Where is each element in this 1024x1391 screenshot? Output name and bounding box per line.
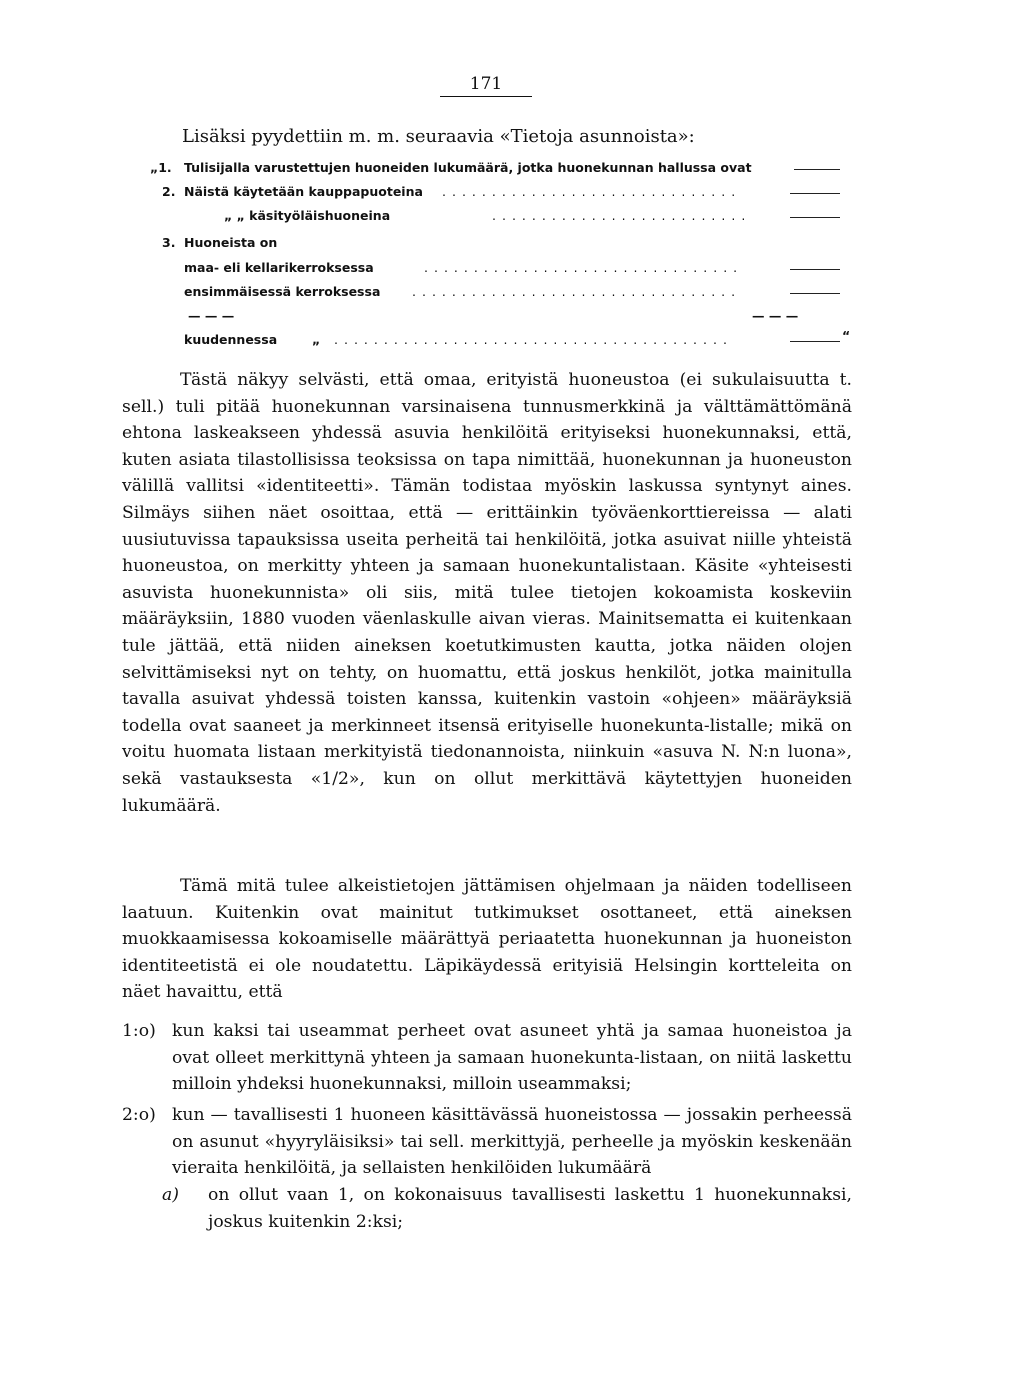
- survey-row-ellipsis: [162, 308, 852, 326]
- survey-row-3b: [162, 284, 852, 302]
- answer-blank: [794, 169, 840, 170]
- dot-leader: ........................................: [334, 332, 733, 347]
- list-item-2: [122, 1102, 852, 1182]
- list-item-text: kun kaksi tai useammat perheet ovat asuneet yhtä ja samaa huoneistoa ja ovat olleet merkittynä yhteen ja samaan huonekunta-listaan, on niitä laskettu milloin yhdeksi huonekunnaksi, milloin useammaksi;: [172, 1021, 852, 1095]
- survey-row-number: „1.: [150, 160, 172, 175]
- survey-row-number: 3.: [162, 235, 176, 250]
- list-marker: 2:o): [122, 1105, 156, 1125]
- paragraph-1: Tästä näkyy selvästi, että omaa, erityistä huoneustoa (ei sukulaisuutta t. sell.) tuli pitää huonekunnan varsinaisena tunnusmerkkinä ja välttämättömänä ehtona laskeakseen yhdessä asuvia henkilöitä erityiseksi huonekunnaksi, että, kuten asiata tilastollisissa teoksissa on tapa nimittää, huonekunnan ja huoneuston välillä vallitsi «identiteetti». Tämän todistaa myöskin laskussa syntynyt aines. Silmäys siihen näet osoittaa, että — erittäinkin työväenkorttiereissa — alati uusiutuvissa tapauksissa useita perheitä tai henkilöitä, jotka asuivat niille yhteistä huoneustoa, on merkitty yhteen ja samaan huonekuntalistaan. Käsite «yhteisesti asuvista huonekunnista» oli siis, mitä tulee tietojen kokoamista koskeviin määräyksiin, 1880 vuoden väenlaskulle aivan vieras. Mainitsematta ei kuitenkaan tule jättää, että niiden aineksen koetutkimusten kautta, jotka näiden olojen selvittämiseksi nyt on tehty, on huomattu, että joskus henkilöt, jotka mainitulla tavalla asuivat yhdessä toisten kanssa, kuitenkin vastoin «ohjeen» määräyksiä todella ovat saaneet ja merkinneet itsensä erityiselle huonekunta-listalle; mikä on voitu huomata listaan merkityistä tiedonannoista, niinkuin «asuva N. N:n luona», sekä vastauksesta «1/2», kun on ollut merkittävä käytettyjen huoneiden lukumäärä.: [122, 370, 852, 816]
- answer-blank: [790, 293, 840, 294]
- paragraph-2: Tämä mitä tulee alkeistietojen jättämisen ohjelmaan ja näiden todelliseen laatuun. Kuitenkin ovat mainitut tutkimukset osottaneet, että aineksen muokkaamisessa kokoamiselle määrättyä periaatetta huonekunnan ja huoneiston identiteetistä ei ole noudatettu. Läpikäydessä erityisiä Helsingin kortteleita on näet havaittu, että: [122, 876, 852, 1003]
- answer-blank: [790, 269, 840, 270]
- dot-leader: ..............................: [442, 184, 742, 199]
- dot-leader: .................................: [412, 284, 742, 299]
- survey-row-label: maa- eli kellarikerroksessa: [184, 260, 374, 275]
- survey-row-label: Näistä käytetään kauppapuoteina: [184, 184, 423, 199]
- dot-leader: ..........................: [492, 208, 752, 223]
- answer-blank: [790, 341, 840, 342]
- ditto-mark: „: [312, 332, 321, 347]
- dot-leader: ................................: [424, 260, 744, 275]
- ellipsis-dashes-left: — — —: [188, 308, 235, 323]
- answer-blank: [790, 217, 840, 218]
- ellipsis-dashes-right: — — —: [752, 308, 799, 323]
- survey-row-2: [162, 184, 852, 202]
- intro-line: Lisäksi pyydettiin m. m. seuraavia «Tietoja asunnoista»:: [182, 126, 695, 147]
- sub-item-text: on ollut vaan 1, on kokonaisuus tavallisesti laskettu 1 huonekunnaksi, joskus kuitenkin 2:ksi;: [208, 1185, 852, 1232]
- survey-row-label: Huoneista on: [184, 235, 278, 250]
- survey-row-3a: [162, 260, 852, 278]
- survey-row-1: [150, 160, 852, 178]
- closing-quote: “: [842, 328, 851, 343]
- survey-row-3c: [162, 328, 852, 350]
- page-number: 171: [440, 74, 532, 97]
- list-item-text: kun — tavallisesti 1 huoneen käsittävässä huoneistossa — jossakin perheessä on asunut «hyyryläisiksi» tai sell. merkittyjä, perheelle ja myöskin keskenään vieraita henkilöitä, ja sellaisten henkilöiden lukumäärä: [172, 1105, 852, 1179]
- survey-row-number: 2.: [162, 184, 176, 199]
- survey-row-2b: [162, 208, 852, 226]
- sub-item-a: [160, 1182, 852, 1235]
- survey-row-label: Tulisijalla varustettujen huoneiden lukumäärä, jotka huonekunnan hallussa ovat: [184, 160, 752, 175]
- answer-blank: [790, 193, 840, 194]
- survey-row-3: [162, 235, 852, 253]
- survey-row-label: kuudennessa: [184, 332, 278, 347]
- list-item-1: [122, 1018, 852, 1098]
- survey-row-label: „ „ käsityöläishuoneina: [224, 208, 391, 223]
- list-marker: 1:o): [122, 1021, 156, 1041]
- survey-row-label: ensimmäisessä kerroksessa: [184, 284, 381, 299]
- sub-item-marker: a): [162, 1185, 179, 1205]
